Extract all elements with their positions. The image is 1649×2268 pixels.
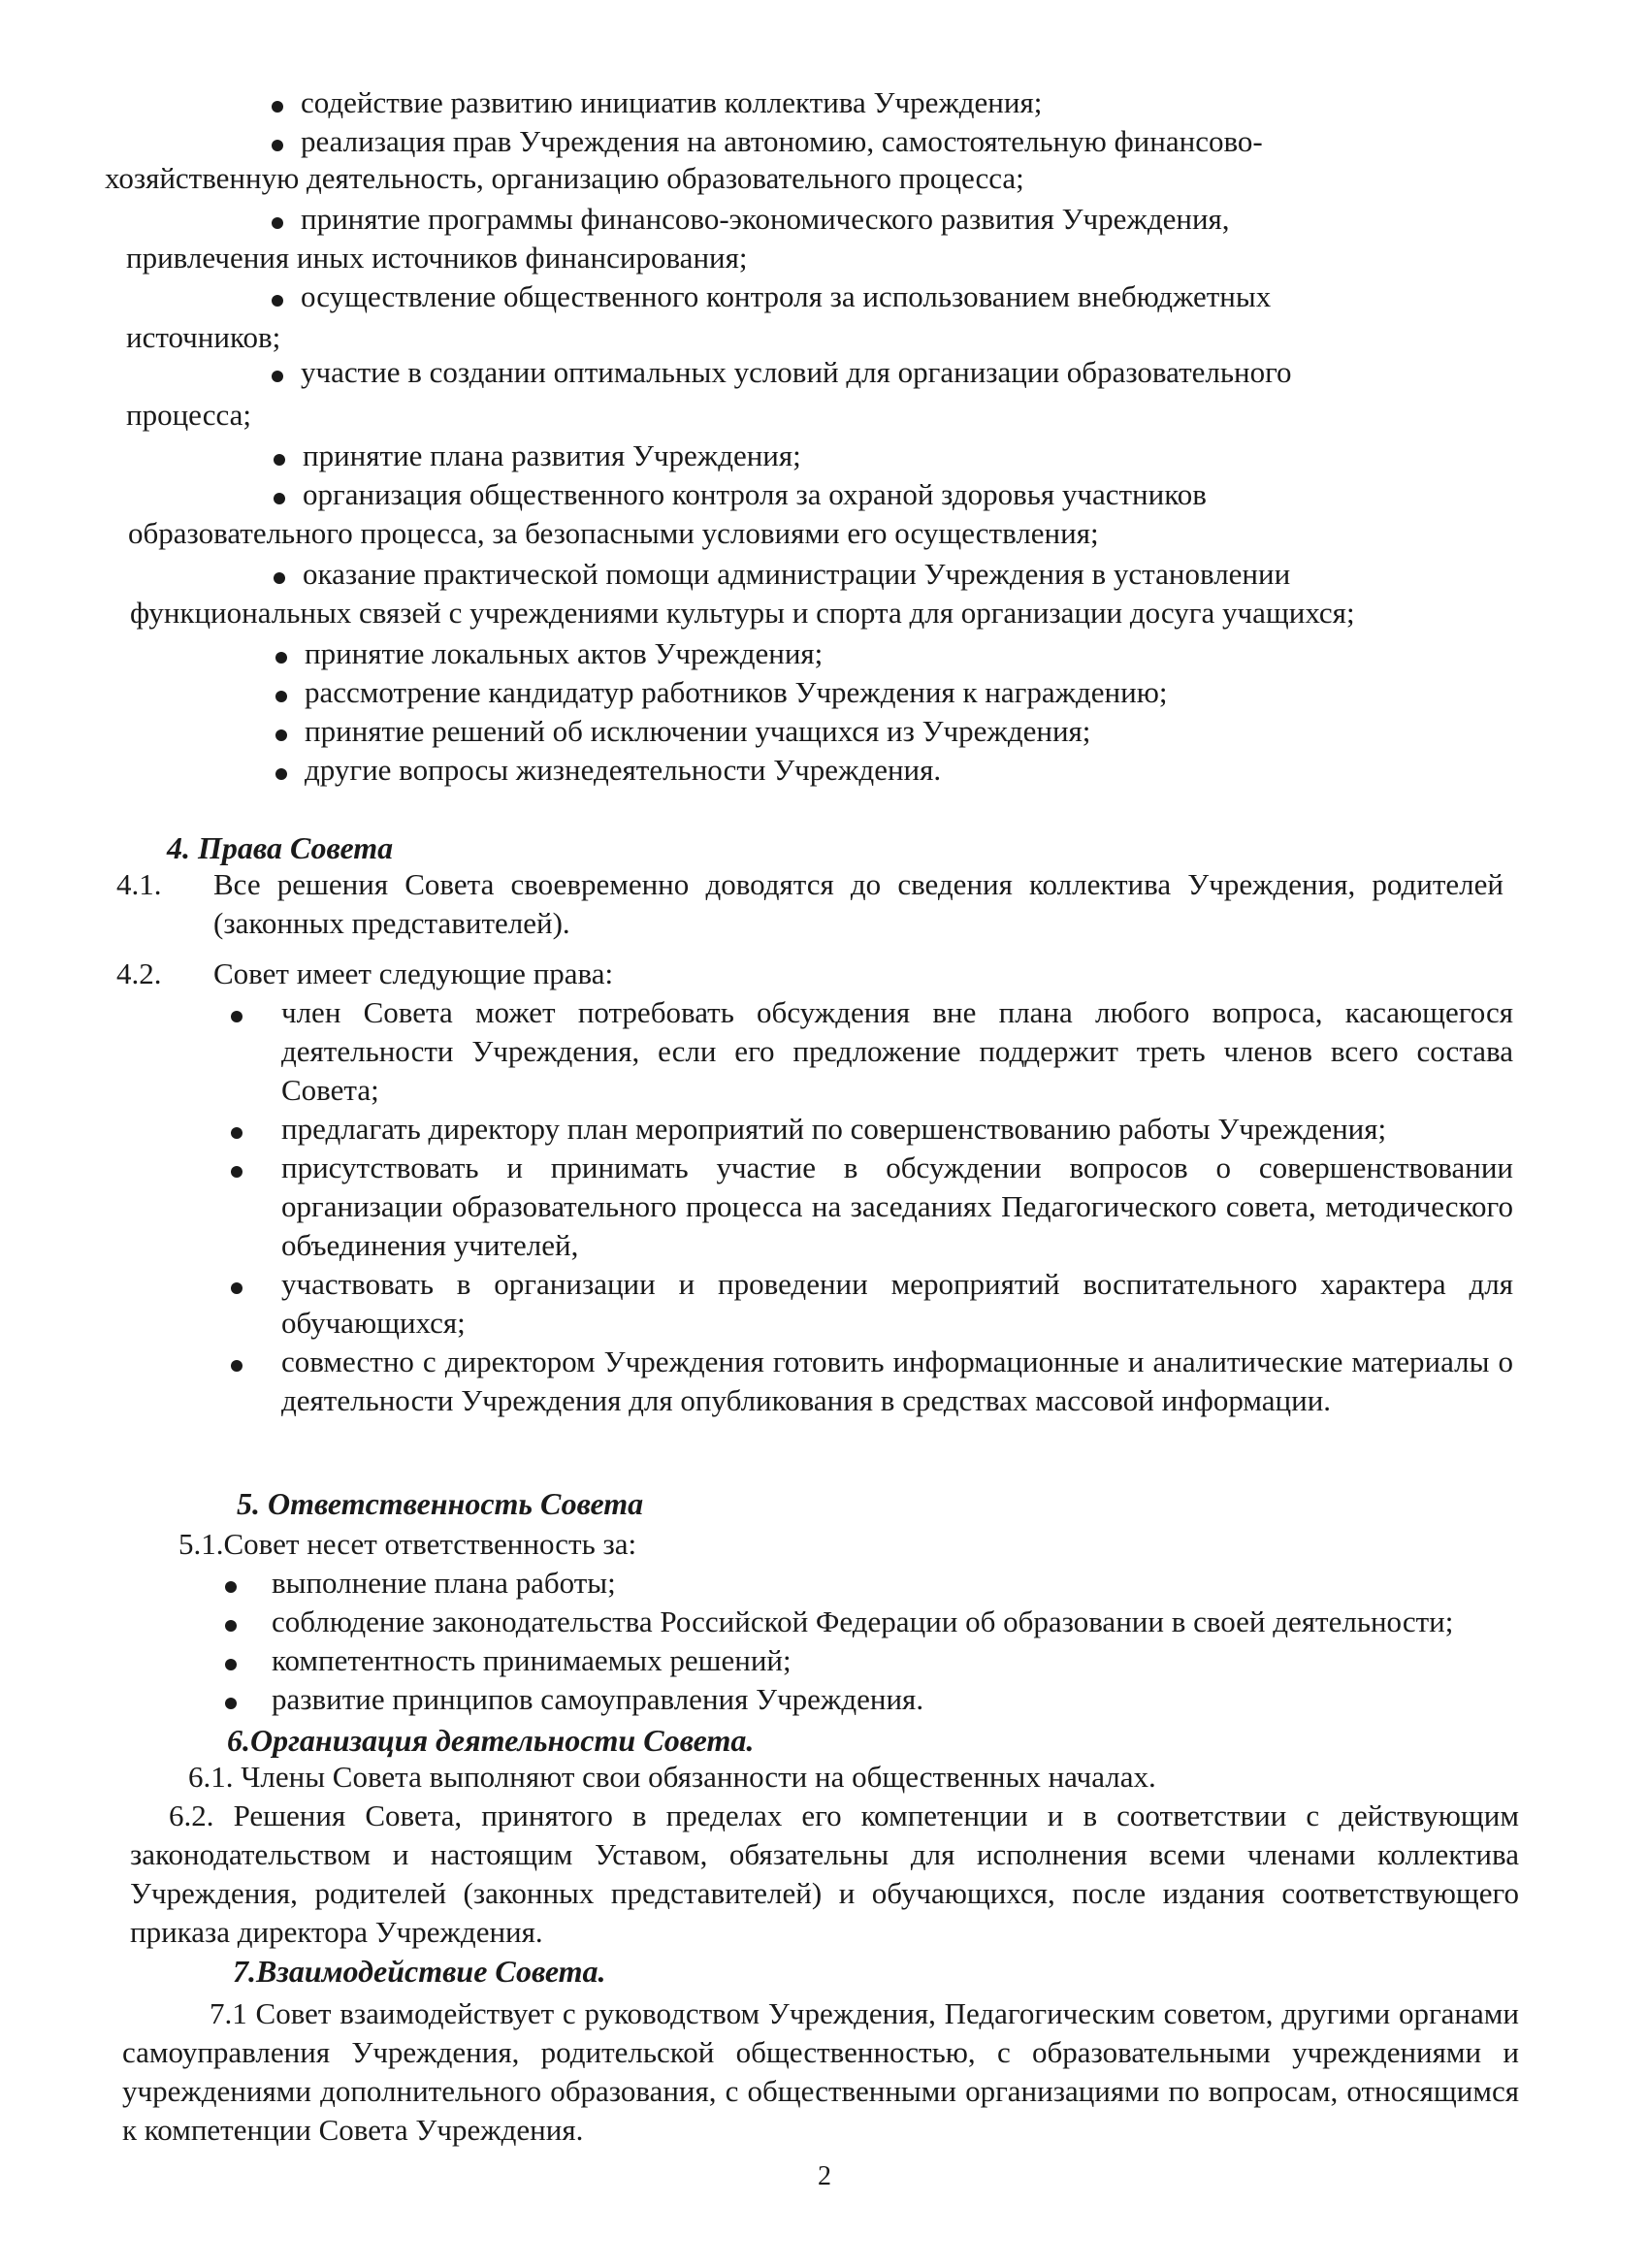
- bullet-icon: [272, 101, 283, 113]
- list-item: принятие программы финансово-экономического развития Учреждения,: [272, 200, 1477, 239]
- bullet-icon: [274, 454, 285, 466]
- list-item-continuation: процесса;: [126, 398, 251, 432]
- list-item: реализация прав Учреждения на автономию, самостоятельную финансово-: [272, 122, 1477, 161]
- bullet-icon: [272, 295, 283, 307]
- bullet-icon: [272, 140, 283, 151]
- list-item: присутствовать и принимать участие в обсуждении вопросов о совершенствовании организации образовательного процесса на заседаниях Педагогического совета, методического объединения учителей,: [231, 1149, 1513, 1265]
- page-number: 2: [818, 2161, 831, 2191]
- bullet-icon: [231, 1011, 242, 1022]
- list-item: соблюдение законодательства Российской Федерации об образовании в своей деятельности;: [225, 1603, 1515, 1641]
- clause-6-2: 6.2. Решения Совета, принятого в пределах его компетенции и в соответствии с действующим законодательством и настоящим Уставом, обязательны для исполнения всеми членами коллектива Учреждения, родителей (законных представителей) и обучающихся, после издания соответствующего приказа директора Учреждения.: [130, 1798, 1519, 1949]
- clause-number: 4.1.: [116, 867, 162, 901]
- bullet-icon: [225, 1581, 237, 1593]
- bullet-icon: [272, 217, 283, 229]
- bullet-icon: [274, 572, 285, 584]
- bullet-icon: [275, 691, 287, 702]
- list-item: член Совета может потребовать обсуждения вне плана любого вопроса, касающегося деятельности Учреждения, если его предложение поддержит треть членов всего состава Совета;: [231, 993, 1513, 1110]
- list-item: предлагать директору план мероприятий по совершенствованию работы Учреждения;: [231, 1110, 1513, 1149]
- rights-list: [231, 993, 1513, 1420]
- bullet-icon: [231, 1166, 242, 1178]
- list-item-continuation: образовательного процесса, за безопасными условиями его осуществления;: [128, 516, 1099, 550]
- section-heading: 7.Взаимодействие Совета.: [233, 1954, 606, 1989]
- clause-6-1: 6.1. Члены Совета выполняют свои обязанности на общественных началах.: [188, 1760, 1156, 1794]
- bullet-icon: [275, 768, 287, 780]
- clause-7-1: 7.1 Совет взаимодействует с руководством Учреждения, Педагогическим советом, другими органами самоуправления Учреждения, родительской общественностью, с образовательными учреждениями и учреждениями дополнительного образования, с общественными организациями по вопросам, относящимся к компетенции Совета Учреждения.: [122, 1996, 1519, 2147]
- list-item: развитие принципов самоуправления Учреждения.: [225, 1680, 1515, 1719]
- list-item: оказание практической помощи администрации Учреждения в установлении: [274, 555, 1479, 594]
- bullet-icon: [225, 1659, 237, 1670]
- list-item: принятие решений об исключении учащихся из Учреждения;: [275, 712, 1342, 751]
- list-item-continuation: источников;: [126, 320, 281, 354]
- list-item: осуществление общественного контроля за использованием внебюджетных: [272, 277, 1477, 316]
- bullet-icon: [275, 729, 287, 741]
- list-item-continuation: хозяйственную деятельность, организацию образовательного процесса;: [105, 161, 1024, 195]
- list-item: компетентность принимаемых решений;: [225, 1641, 1515, 1680]
- bullet-icon: [274, 493, 285, 504]
- list-item: принятие локальных актов Учреждения;: [275, 634, 1148, 673]
- section-heading: 5. Ответственность Совета: [237, 1486, 644, 1521]
- bullet-icon: [272, 371, 283, 382]
- list-item: совместно с директором Учреждения готовить информационные и аналитические материалы о деятельности Учреждения для опубликования в средствах массовой информации.: [231, 1343, 1513, 1420]
- bullet-icon: [231, 1360, 242, 1372]
- responsibility-list: [225, 1564, 1515, 1719]
- clause-text: Все решения Совета своевременно доводятся до сведения коллектива Учреждения, родителей (законных представителей).: [213, 867, 1504, 940]
- bullet-icon: [275, 652, 287, 664]
- list-item: выполнение плана работы;: [225, 1564, 1515, 1603]
- clause-text: Совет имеет следующие права:: [213, 956, 614, 990]
- section-heading: 6.Организация деятельности Совета.: [227, 1723, 755, 1758]
- list-item-continuation: функциональных связей с учреждениями культуры и спорта для организации досуга учащихся;: [130, 596, 1355, 630]
- bullet-icon: [225, 1620, 237, 1632]
- list-item: содействие развитию инициатив коллектива Учреждения;: [272, 83, 1048, 122]
- bullet-icon: [231, 1282, 242, 1294]
- clause-number: 4.2.: [116, 956, 162, 990]
- bullet-icon: [225, 1698, 237, 1709]
- list-item: участие в создании оптимальных условий для организации образовательного: [272, 353, 1477, 392]
- list-item: рассмотрение кандидатур работников Учреждения к награждению;: [275, 673, 1342, 712]
- clause-4-1: [116, 865, 1504, 943]
- list-item: участвовать в организации и проведении мероприятий воспитательного характера для обучающихся;: [231, 1265, 1513, 1343]
- bullet-icon: [231, 1127, 242, 1139]
- list-item: организация общественного контроля за охраной здоровья участников: [274, 475, 1479, 514]
- list-item: принятие плана развития Учреждения;: [274, 437, 1050, 475]
- section-heading: 4. Права Совета: [167, 830, 394, 865]
- clause-5-1: 5.1.Совет несет ответственность за:: [178, 1527, 637, 1561]
- list-item-continuation: привлечения иных источников финансирования;: [126, 241, 748, 275]
- list-item: другие вопросы жизнедеятельности Учреждения.: [275, 751, 1342, 790]
- clause-4-2: [116, 955, 1504, 993]
